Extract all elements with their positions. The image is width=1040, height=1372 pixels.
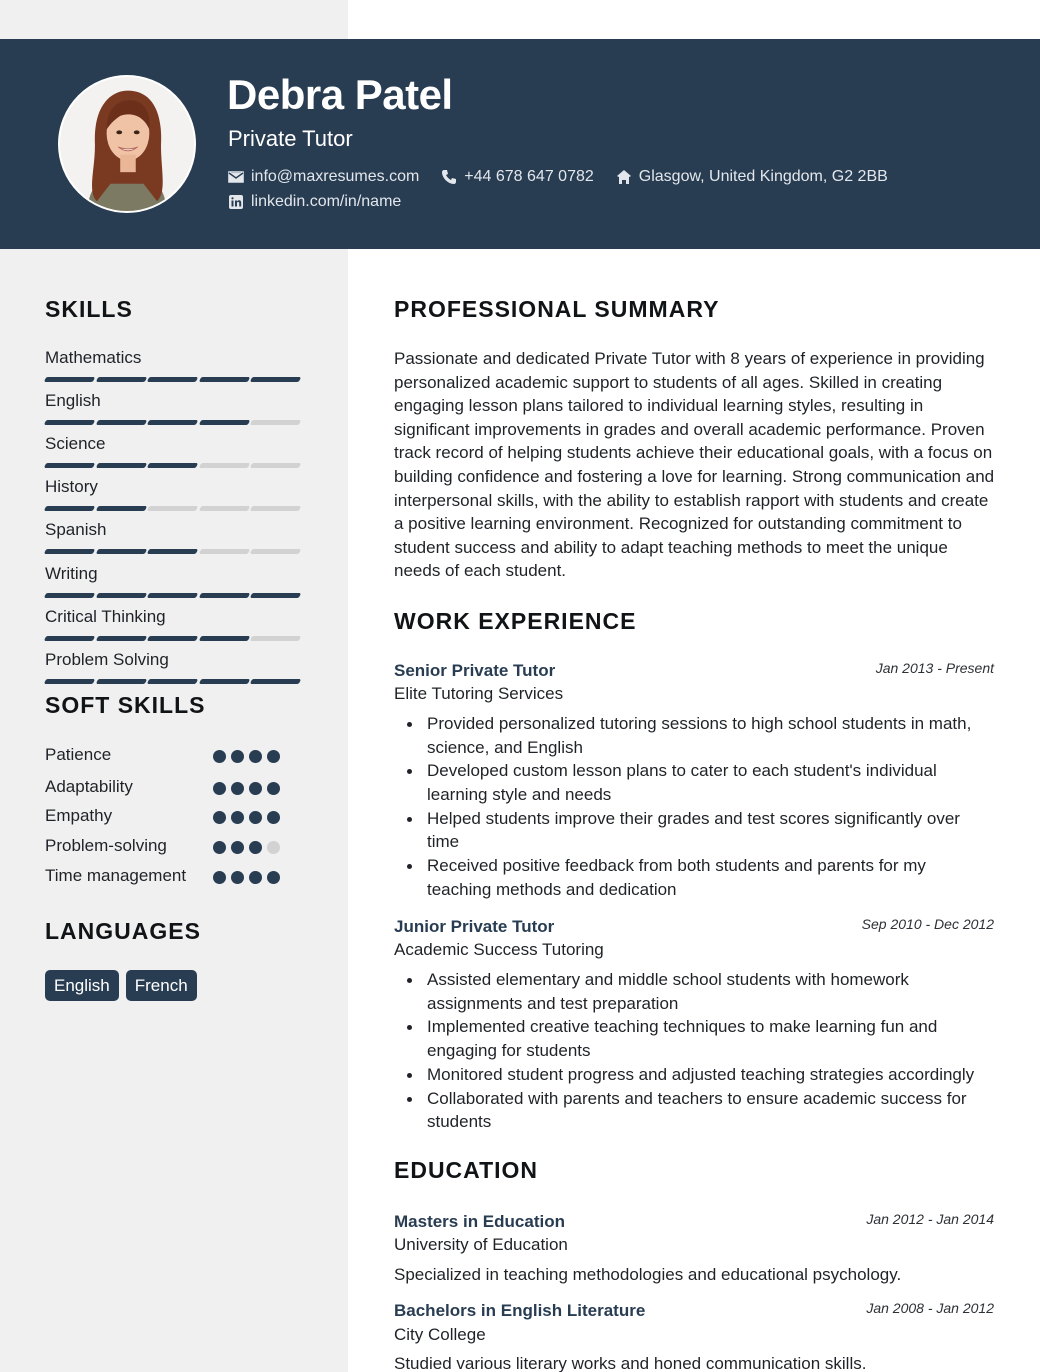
skill-level-segment <box>147 679 198 684</box>
soft-skill-rating <box>213 811 293 824</box>
location-text: Glasgow, United Kingdom, G2 2BB <box>638 168 888 185</box>
job-organization: Elite Tutoring Services <box>394 684 564 703</box>
soft-skill-name: Patience <box>45 745 112 764</box>
contact-email[interactable] <box>228 168 419 186</box>
skill-level-segment <box>198 636 249 641</box>
skill-level-bar <box>45 593 303 598</box>
job-title: Junior Private Tutor <box>394 917 555 936</box>
languages-heading: LANGUAGES <box>45 918 201 944</box>
skill-level-segment <box>250 506 301 511</box>
skill-row <box>45 563 303 598</box>
soft-skill-row <box>45 834 295 858</box>
skill-level-segment <box>147 549 198 554</box>
list-item: Developed custom lesson plans to cater to each student's individual learning style and needs <box>427 759 993 806</box>
education-school: University of Education <box>394 1235 568 1254</box>
job-date: Jan 2013 - Present <box>875 660 994 676</box>
soft-skill-row <box>45 864 295 888</box>
skill-level-segment <box>198 420 249 425</box>
education-school: City College <box>394 1325 486 1344</box>
summary-text: Passionate and dedicated Private Tutor with 8 years of experience in providing personalized academic support to students of all ages. Skilled in creating engaging lesson plans tailored to individual learning styles, resulting in significant improvements in grades and overall academic performance. Proven track record of helping students achieve their educational goals, with a focus on building confidence and fostering a love for learning. Strong communication and interpersonal skills, with the ability to establish rapport with students and create a positive learning environment. Recognized for outstanding commitment to student success and ability to adapt teaching methods to meet the unique needs of each student. <box>394 349 995 581</box>
soft-skill-row <box>45 804 295 828</box>
skill-row <box>45 649 303 684</box>
skill-level-segment <box>44 420 95 425</box>
language-tag: French <box>126 970 197 1001</box>
skill-level-segment <box>198 463 249 468</box>
contact-location <box>616 168 888 186</box>
list-item: Assisted elementary and middle school students with homework assignments and test preparation <box>427 968 993 1015</box>
rating-dot <box>267 871 280 884</box>
job-date: Sep 2010 - Dec 2012 <box>861 916 994 932</box>
skill-level-bar <box>45 636 303 641</box>
skill-level-segment <box>198 593 249 598</box>
profile-photo <box>60 77 194 211</box>
skill-name: English <box>45 391 101 410</box>
skill-level-segment <box>95 549 146 554</box>
education-heading: EDUCATION <box>394 1157 539 1183</box>
skill-level-segment <box>250 593 301 598</box>
skill-row <box>45 476 303 511</box>
contact-row-secondary <box>228 193 423 211</box>
rating-dot <box>213 811 226 824</box>
list-item: Collaborated with parents and teachers to ensure academic success for students <box>427 1087 993 1134</box>
job-bullets <box>427 968 993 1134</box>
avatar <box>58 75 196 213</box>
skill-level-segment <box>95 420 146 425</box>
skill-level-segment <box>95 636 146 641</box>
education-degree: Bachelors in English Literature <box>394 1301 646 1320</box>
list-item: Monitored student progress and adjusted teaching strategies accordingly <box>427 1063 993 1087</box>
skill-level-segment <box>147 463 198 468</box>
skill-row <box>45 390 303 425</box>
languages-list <box>45 970 204 1001</box>
skill-level-segment <box>147 506 198 511</box>
soft-skill-rating <box>213 782 293 795</box>
skill-level-segment <box>198 377 249 382</box>
list-item: Implemented creative teaching techniques to make learning fun and engaging for students <box>427 1015 993 1062</box>
soft-skill-rating <box>213 750 293 763</box>
rating-dot <box>213 750 226 763</box>
skill-level-bar <box>45 506 303 511</box>
rating-dot <box>213 841 226 854</box>
skill-level-segment <box>250 463 301 468</box>
skill-row <box>45 433 303 468</box>
skill-level-segment <box>95 506 146 511</box>
skill-level-segment <box>44 549 95 554</box>
skill-level-segment <box>44 679 95 684</box>
linkedin-text: linkedin.com/in/name <box>251 193 402 210</box>
skill-level-segment <box>250 636 301 641</box>
skill-level-segment <box>44 636 95 641</box>
skill-level-bar <box>45 679 303 684</box>
contact-phone[interactable] <box>441 168 593 186</box>
education-date: Jan 2008 - Jan 2012 <box>866 1300 994 1316</box>
rating-dot <box>249 750 262 763</box>
rating-dot <box>213 782 226 795</box>
list-item: Helped students improve their grades and test scores significantly over time <box>427 807 993 854</box>
soft-skill-rating <box>213 841 293 854</box>
email-text: info@maxresumes.com <box>251 168 420 185</box>
skill-level-bar <box>45 463 303 468</box>
rating-dot <box>231 841 244 854</box>
skill-level-bar <box>45 377 303 382</box>
skill-row <box>45 347 303 382</box>
skills-heading: SKILLS <box>45 296 133 322</box>
education-description: Specialized in teaching methodologies and educational psychology. <box>394 1265 902 1284</box>
skill-level-segment <box>147 377 198 382</box>
skill-level-segment <box>250 679 301 684</box>
linkedin-icon <box>228 194 244 210</box>
skill-level-segment <box>95 377 146 382</box>
soft-skill-name: Adaptability <box>45 777 133 796</box>
skill-level-segment <box>250 377 301 382</box>
skill-level-segment <box>198 549 249 554</box>
rating-dot <box>267 811 280 824</box>
skill-level-segment <box>147 636 198 641</box>
job-bullets <box>427 712 993 902</box>
phone-icon <box>441 169 457 185</box>
skill-level-segment <box>198 679 249 684</box>
skill-level-segment <box>44 593 95 598</box>
skill-level-segment <box>44 377 95 382</box>
home-icon <box>616 169 632 185</box>
education-degree: Masters in Education <box>394 1212 565 1231</box>
envelope-icon <box>228 169 244 185</box>
education-description: Studied various literary works and honed communication skills. <box>394 1354 867 1372</box>
skill-name: Problem Solving <box>45 650 169 669</box>
soft-skill-name: Problem-solving <box>45 836 167 855</box>
skill-row <box>45 606 303 641</box>
skill-level-segment <box>44 463 95 468</box>
experience-heading: WORK EXPERIENCE <box>394 608 637 634</box>
skill-level-segment <box>44 506 95 511</box>
skill-level-segment <box>250 549 301 554</box>
skill-level-segment <box>147 593 198 598</box>
soft-skill-row <box>45 743 295 767</box>
soft-skill-name: Empathy <box>45 806 113 825</box>
skill-level-segment <box>95 593 146 598</box>
rating-dot <box>267 750 280 763</box>
skill-level-segment <box>95 463 146 468</box>
skill-name: Writing <box>45 564 98 583</box>
contact-linkedin[interactable] <box>228 193 401 211</box>
skill-level-bar <box>45 420 303 425</box>
candidate-name: Debra Patel <box>227 71 453 118</box>
skill-row <box>45 519 303 554</box>
job-title: Senior Private Tutor <box>394 661 556 680</box>
language-tag: English <box>45 970 119 1001</box>
soft-skill-row <box>45 775 295 799</box>
soft-skills-heading: SOFT SKILLS <box>45 692 206 718</box>
skill-level-segment <box>250 420 301 425</box>
candidate-role: Private Tutor <box>228 126 353 151</box>
soft-skill-rating <box>213 871 293 884</box>
resume-header <box>0 39 1040 249</box>
rating-dot <box>267 782 280 795</box>
rating-dot <box>231 750 244 763</box>
skill-level-segment <box>95 679 146 684</box>
rating-dot <box>249 871 262 884</box>
job-organization: Academic Success Tutoring <box>394 940 604 959</box>
contact-row-primary <box>228 168 910 186</box>
skill-level-segment <box>147 420 198 425</box>
skill-name: Spanish <box>45 520 107 539</box>
phone-text: +44 678 647 0782 <box>464 168 594 185</box>
skill-level-segment <box>198 506 249 511</box>
list-item: Provided personalized tutoring sessions to high school students in math, science, and English <box>427 712 993 759</box>
summary-heading: PROFESSIONAL SUMMARY <box>394 296 720 322</box>
skill-name: Critical Thinking <box>45 607 166 626</box>
rating-dot <box>249 841 262 854</box>
rating-dot <box>231 811 244 824</box>
list-item: Received positive feedback from both students and parents for my teaching methods and dedication <box>427 854 993 901</box>
rating-dot <box>231 871 244 884</box>
skill-level-bar <box>45 549 303 554</box>
rating-dot <box>249 782 262 795</box>
skill-name: History <box>45 477 98 496</box>
rating-dot <box>213 871 226 884</box>
skill-name: Science <box>45 434 106 453</box>
soft-skill-name: Time management <box>45 866 187 885</box>
rating-dot <box>231 782 244 795</box>
rating-dot <box>249 811 262 824</box>
education-date: Jan 2012 - Jan 2014 <box>866 1211 994 1227</box>
rating-dot <box>267 841 280 854</box>
skill-name: Mathematics <box>45 348 142 367</box>
